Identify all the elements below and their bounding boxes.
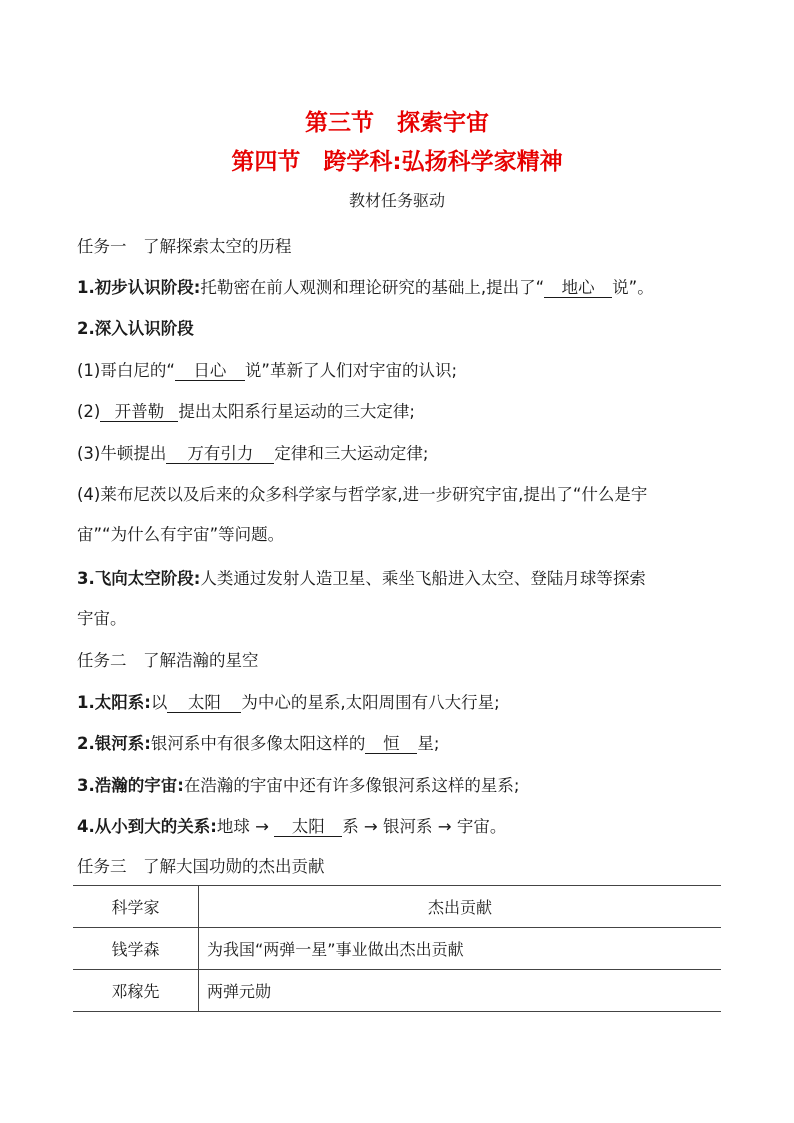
table-header-row: [73, 886, 721, 928]
task3-heading: 任务三 了解大国功勋的杰出贡献: [77, 857, 325, 876]
task2-item2: [77, 730, 439, 754]
table-cell: 两弹元勋: [199, 970, 722, 1012]
t2-item3-label: 3.浩瀚的宇宙:: [77, 776, 184, 795]
task2-item3: [77, 772, 519, 796]
task1-item3: [77, 440, 428, 464]
t2-item2-blank: 恒: [365, 735, 417, 754]
subtitle: 教材任务驱动: [348, 191, 445, 210]
task1-stage2: [77, 315, 194, 339]
task1-heading: 任务一 了解探索太空的历程: [77, 237, 292, 256]
table-row: [73, 970, 721, 1012]
t2-item1-text-a: 以: [150, 693, 168, 712]
t2-item3-text-a: 在浩瀚的宇宙中还有许多像银河系这样的星系;: [183, 776, 520, 795]
table-cell: 钱学森: [73, 928, 199, 970]
item3-text-a: (3)牛顿提出: [77, 444, 167, 463]
t2-item2-text-b: 星;: [417, 734, 440, 753]
item2-text-a: (2): [77, 402, 101, 421]
stage3-text-a: 人类通过发射人造卫星、乘坐飞船进入太空、登陆月球等探索: [200, 569, 646, 588]
t2-item2-label: 2.银河系:: [77, 734, 151, 753]
stage3-label: 3.飞向太空阶段:: [77, 569, 201, 588]
task1-stage1: [77, 274, 654, 298]
item3-blank: 万有引力: [166, 445, 274, 464]
t2-item4-text-a: 地球 →: [216, 817, 275, 836]
task1-item1: [77, 357, 457, 381]
section-title-4: 第四节 跨学科:弘扬科学家精神: [231, 149, 563, 175]
item1-text-b: 说”革新了人们对宇宙的认识;: [244, 361, 458, 380]
task1-item2: [77, 398, 415, 422]
stage1-blank: 地心: [544, 279, 612, 298]
task1-item4-line2: 宙”“为什么有宇宙”等问题。: [77, 525, 285, 544]
table-header-cell: 科学家: [73, 886, 199, 928]
item2-blank: 开普勒: [100, 403, 178, 422]
section-title-3: 第三节 探索宇宙: [305, 110, 489, 136]
table-cell: 邓稼先: [73, 970, 199, 1012]
item3-text-b: 定律和三大运动定律;: [274, 444, 429, 463]
stage1-text-b: 说”。: [612, 278, 654, 297]
t2-item4-label: 4.从小到大的关系:: [77, 817, 217, 836]
stage1-label: 1.初步认识阶段:: [77, 278, 201, 297]
table-row: [73, 928, 721, 970]
item1-blank: 日心: [175, 362, 245, 381]
t2-item4-blank: 太阳: [274, 818, 342, 837]
task1-item4-line1: (4)莱布尼茨以及后来的众多科学家与哲学家,进一步研究宇宙,提出了“什么是宇: [77, 485, 648, 504]
t2-item1-blank: 太阳: [167, 694, 241, 713]
stage1-text-a: 托勒密在前人观测和理论研究的基础上,提出了“: [200, 278, 545, 297]
task1-stage3-line2: 宇宙。: [77, 609, 127, 628]
task2-heading: 任务二 了解浩瀚的星空: [77, 651, 259, 670]
t2-item2-text-a: 银河系中有很多像太阳这样的: [150, 734, 366, 753]
t2-item1-label: 1.太阳系:: [77, 693, 151, 712]
task2-item4: [77, 813, 506, 837]
task1-stage3: [77, 565, 646, 589]
t2-item4-text-b: 系 → 银河系 → 宇宙。: [342, 817, 507, 836]
table-header-cell: 杰出贡献: [199, 886, 722, 928]
item2-text-b: 提出太阳系行星运动的三大定律;: [178, 402, 415, 421]
task2-item1: [77, 689, 500, 713]
item1-text-a: (1)哥白尼的“: [77, 361, 175, 380]
stage2-label: 2.深入认识阶段: [77, 319, 194, 338]
contribution-table: [73, 885, 721, 1012]
table-cell: 为我国“两弹一星”事业做出杰出贡献: [199, 928, 722, 970]
t2-item1-text-b: 为中心的星系,太阳周围有八大行星;: [241, 693, 500, 712]
